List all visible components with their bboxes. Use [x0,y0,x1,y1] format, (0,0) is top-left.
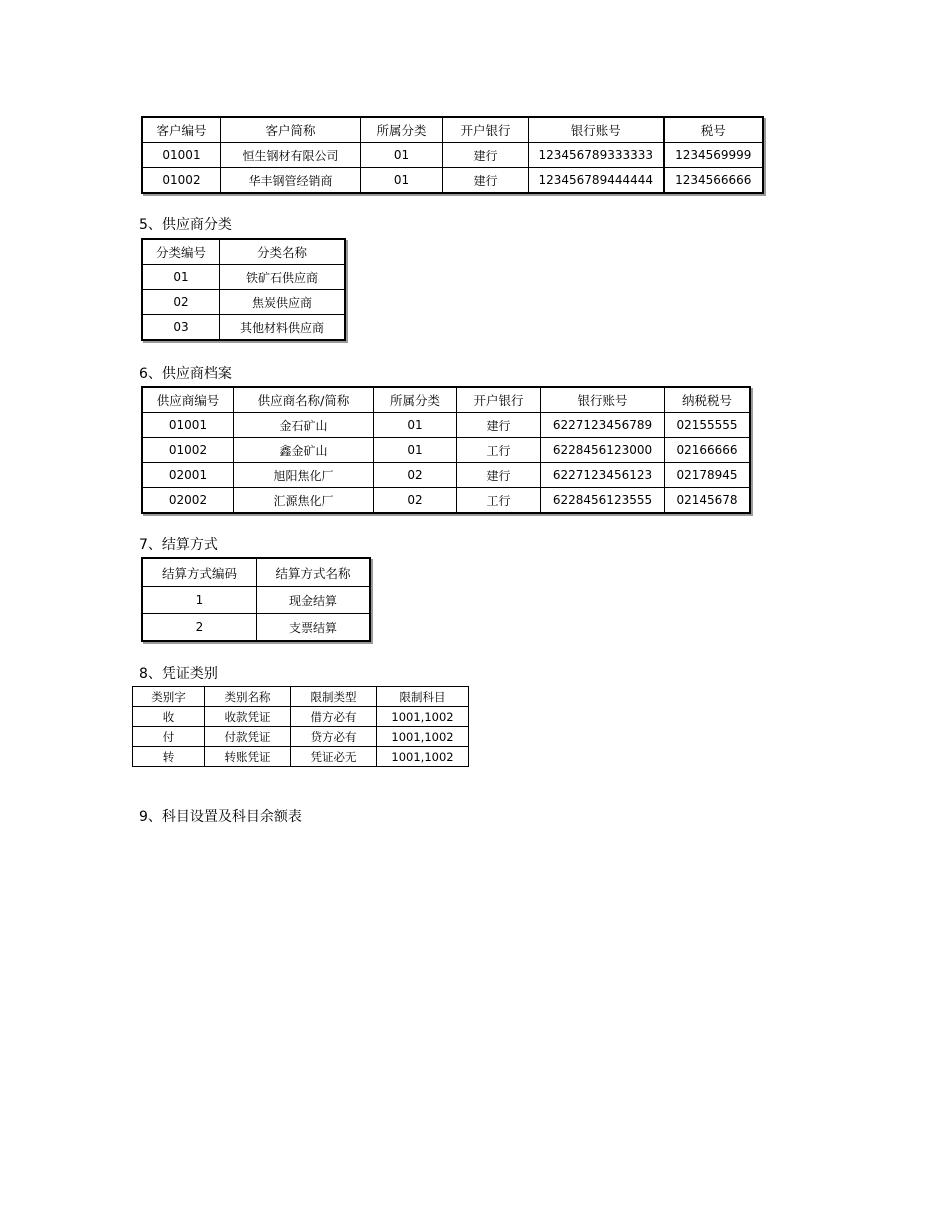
col-header: 结算方式编码 [143,559,257,587]
table-row [143,168,763,193]
table-row [143,290,345,315]
col-header: 所属分类 [374,388,457,413]
cell: 6227123456789 [541,413,665,438]
cell: 借方必有 [291,707,377,727]
cell: 建行 [443,143,529,168]
table-row [143,315,345,340]
col-header: 类别字 [133,687,205,707]
cell: 01 [361,143,443,168]
cell: 1001,1002 [377,747,469,767]
cell: 1 [143,587,257,614]
col-header: 分类名称 [220,240,345,265]
cell: 02 [374,463,457,488]
cell: 02166666 [665,438,750,463]
cell: 工行 [457,438,541,463]
settlement-table [141,557,371,642]
col-header: 开户银行 [443,118,529,143]
table-row [143,463,750,488]
cell: 1001,1002 [377,707,469,727]
cell: 建行 [457,463,541,488]
cell: 01 [374,438,457,463]
table-row [133,707,469,727]
cell: 01002 [143,168,221,193]
cell: 123456789333333 [529,143,664,168]
table-row [133,727,469,747]
table-row [143,265,345,290]
col-header: 税号 [664,118,763,143]
col-header: 纳税税号 [665,388,750,413]
cell: 贷方必有 [291,727,377,747]
col-header: 供应商编号 [143,388,234,413]
cell: 收款凭证 [205,707,291,727]
cell: 收 [133,707,205,727]
cell: 1234569999 [664,143,763,168]
cell: 建行 [457,413,541,438]
section-heading: 6、供应商档案 [139,366,232,382]
table-row [143,488,750,513]
cell: 付 [133,727,205,747]
cell: 鑫金矿山 [234,438,374,463]
cell: 恒生钢材有限公司 [221,143,361,168]
table-row [143,587,370,614]
cell: 建行 [443,168,529,193]
col-header: 银行账号 [541,388,665,413]
cell: 凭证必无 [291,747,377,767]
cell: 工行 [457,488,541,513]
col-header: 类别名称 [205,687,291,707]
cell: 汇源焦化厂 [234,488,374,513]
cell: 01001 [143,143,221,168]
cell: 01001 [143,413,234,438]
cell: 1234566666 [664,168,763,193]
voucher-type-table [132,686,469,767]
table-row [133,747,469,767]
supplier-archive-table [141,386,751,514]
cell: 2 [143,614,257,641]
cell: 旭阳焦化厂 [234,463,374,488]
cell: 转 [133,747,205,767]
cell: 02178945 [665,463,750,488]
col-header: 限制类型 [291,687,377,707]
col-header: 分类编号 [143,240,220,265]
cell: 6228456123555 [541,488,665,513]
cell: 转账凭证 [205,747,291,767]
cell: 01 [374,413,457,438]
cell: 支票结算 [257,614,370,641]
cell: 华丰钢管经销商 [221,168,361,193]
col-header: 银行账号 [529,118,664,143]
cell: 1001,1002 [377,727,469,747]
table-row [143,438,750,463]
col-header: 供应商名称/简称 [234,388,374,413]
supplier-category-table [141,238,346,341]
cell: 6227123456123 [541,463,665,488]
col-header: 所属分类 [361,118,443,143]
section-heading: 7、结算方式 [139,537,218,553]
col-header: 开户银行 [457,388,541,413]
table-row [143,143,763,168]
table-row [143,413,750,438]
cell: 铁矿石供应商 [220,265,345,290]
cell: 02002 [143,488,234,513]
col-header: 客户简称 [221,118,361,143]
cell: 02 [143,290,220,315]
customer-table [141,116,764,194]
cell: 02001 [143,463,234,488]
cell: 02155555 [665,413,750,438]
col-header: 结算方式名称 [257,559,370,587]
cell: 03 [143,315,220,340]
col-header: 客户编号 [143,118,221,143]
cell: 02 [374,488,457,513]
cell: 01002 [143,438,234,463]
cell: 02145678 [665,488,750,513]
col-header: 限制科目 [377,687,469,707]
cell: 焦炭供应商 [220,290,345,315]
cell: 01 [361,168,443,193]
section-heading: 9、科目设置及科目余额表 [139,809,302,825]
cell: 金石矿山 [234,413,374,438]
table-row [143,614,370,641]
cell: 付款凭证 [205,727,291,747]
section-heading: 8、凭证类别 [139,666,218,682]
section-heading: 5、供应商分类 [139,217,232,233]
cell: 现金结算 [257,587,370,614]
cell: 其他材料供应商 [220,315,345,340]
cell: 01 [143,265,220,290]
cell: 6228456123000 [541,438,665,463]
cell: 123456789444444 [529,168,664,193]
